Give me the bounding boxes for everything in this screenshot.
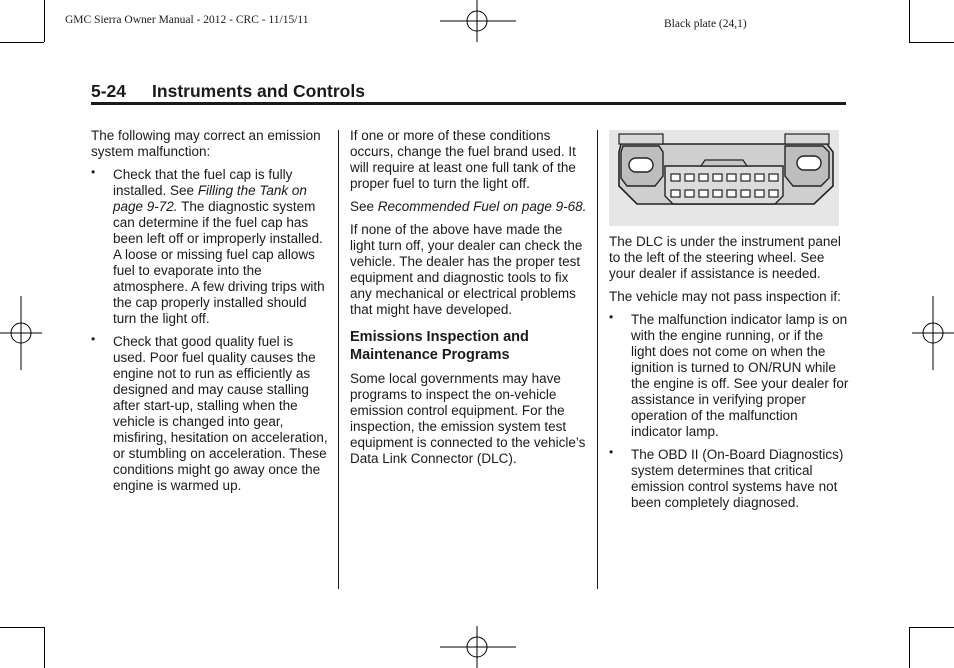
crop-mark: [909, 42, 954, 43]
list-item-text: The diagnostic system can determine if the fuel cap has been left off or improperly installed. A loose or missing fuel cap allows fuel to evaporate into the atmosphere. A few driving trips with the cap properly installed should turn the light off.: [113, 199, 325, 326]
title-rule: [91, 102, 846, 105]
bullet-icon: •: [609, 310, 614, 324]
cross-reference-link[interactable]: Filling the Tank on page 9-72.: [113, 183, 307, 214]
plate-label: Black plate (24,1): [664, 18, 747, 30]
list-item: [91, 167, 329, 327]
crop-mark: [44, 627, 45, 668]
crop-mark: [909, 0, 910, 42]
list-item-text: The OBD II (On-Board Diagnostics) system determines that critical emission control systems have not been completely diagnosed.: [631, 447, 844, 510]
paragraph: Some local governments may have programs to inspect the on-vehicle emission control equipment. For the inspection, the emission system test equipment is connected to the vehicle’s Data Link Connector (DLC).: [350, 371, 586, 466]
list-item: [609, 312, 849, 440]
registration-target-left: [0, 296, 42, 370]
dlc-connector-illustration: [609, 130, 839, 226]
column-1: [91, 128, 329, 501]
paragraph: If one or more of these conditions occurs, change the fuel brand used. It will require at least one full tank of the proper fuel to turn the light off.: [350, 128, 576, 191]
paragraph: [350, 199, 588, 215]
section-title: Instruments and Controls: [152, 81, 365, 101]
column-divider: [338, 130, 339, 589]
crop-mark: [909, 627, 910, 668]
paragraph: The vehicle may not pass inspection if:: [609, 289, 841, 304]
list-item-text: Check that good quality fuel is used. Poor fuel quality causes the engine not to run as efficiently as designed and may cause stalling after start-up, stalling when the vehicle is changed into gear, misfiring, hesitation on acceleration, or stumbling on acceleration. These conditions might go away once the engine is warmed up.: [113, 334, 328, 493]
crop-mark: [0, 627, 44, 628]
paragraph: If none of the above have made the light turn off, your dealer can check the vehicle. The dealer has the proper test equipment and diagnostic tools to fix any mechanical or electrical problems that might have developed.: [350, 222, 583, 317]
doc-info: GMC Sierra Owner Manual - 2012 - CRC - 11/15/11: [65, 14, 309, 26]
page-number: 5-24: [91, 81, 127, 101]
bullet-icon: •: [91, 332, 96, 346]
list-item-text: The malfunction indicator lamp is on with the engine running, or if the light does not come on when the ignition is turned to ON/RUN while the engine is off. See your dealer for assistance in verifying proper operation of the malfunction indicator lamp.: [631, 312, 849, 439]
section-heading: Emissions Inspection and Maintenance Programs: [350, 329, 529, 363]
page-title: [91, 81, 365, 102]
list-item: [609, 447, 849, 511]
column-divider: [597, 130, 598, 589]
crop-mark: [44, 0, 45, 42]
list-item: [91, 334, 329, 494]
crop-mark: [909, 627, 954, 628]
crop-mark: [0, 42, 44, 43]
paragraph: The DLC is under the instrument panel to the left of the steering wheel. See your dealer if assistance is needed.: [609, 234, 841, 281]
column-2: [350, 128, 588, 474]
cross-reference-link[interactable]: Recommended Fuel on page 9-68.: [377, 199, 587, 214]
bullet-icon: •: [609, 445, 614, 459]
column-3: [609, 234, 849, 518]
intro-paragraph: The following may correct an emission system malfunction:: [91, 128, 321, 159]
list-item-text: Check that the fuel cap is fully installed. See: [113, 167, 293, 198]
registration-target-right: [912, 296, 954, 370]
registration-target-top: [440, 0, 516, 42]
paragraph-text: See: [350, 199, 378, 214]
registration-target-bottom: [440, 626, 516, 668]
bullet-icon: •: [91, 165, 96, 179]
